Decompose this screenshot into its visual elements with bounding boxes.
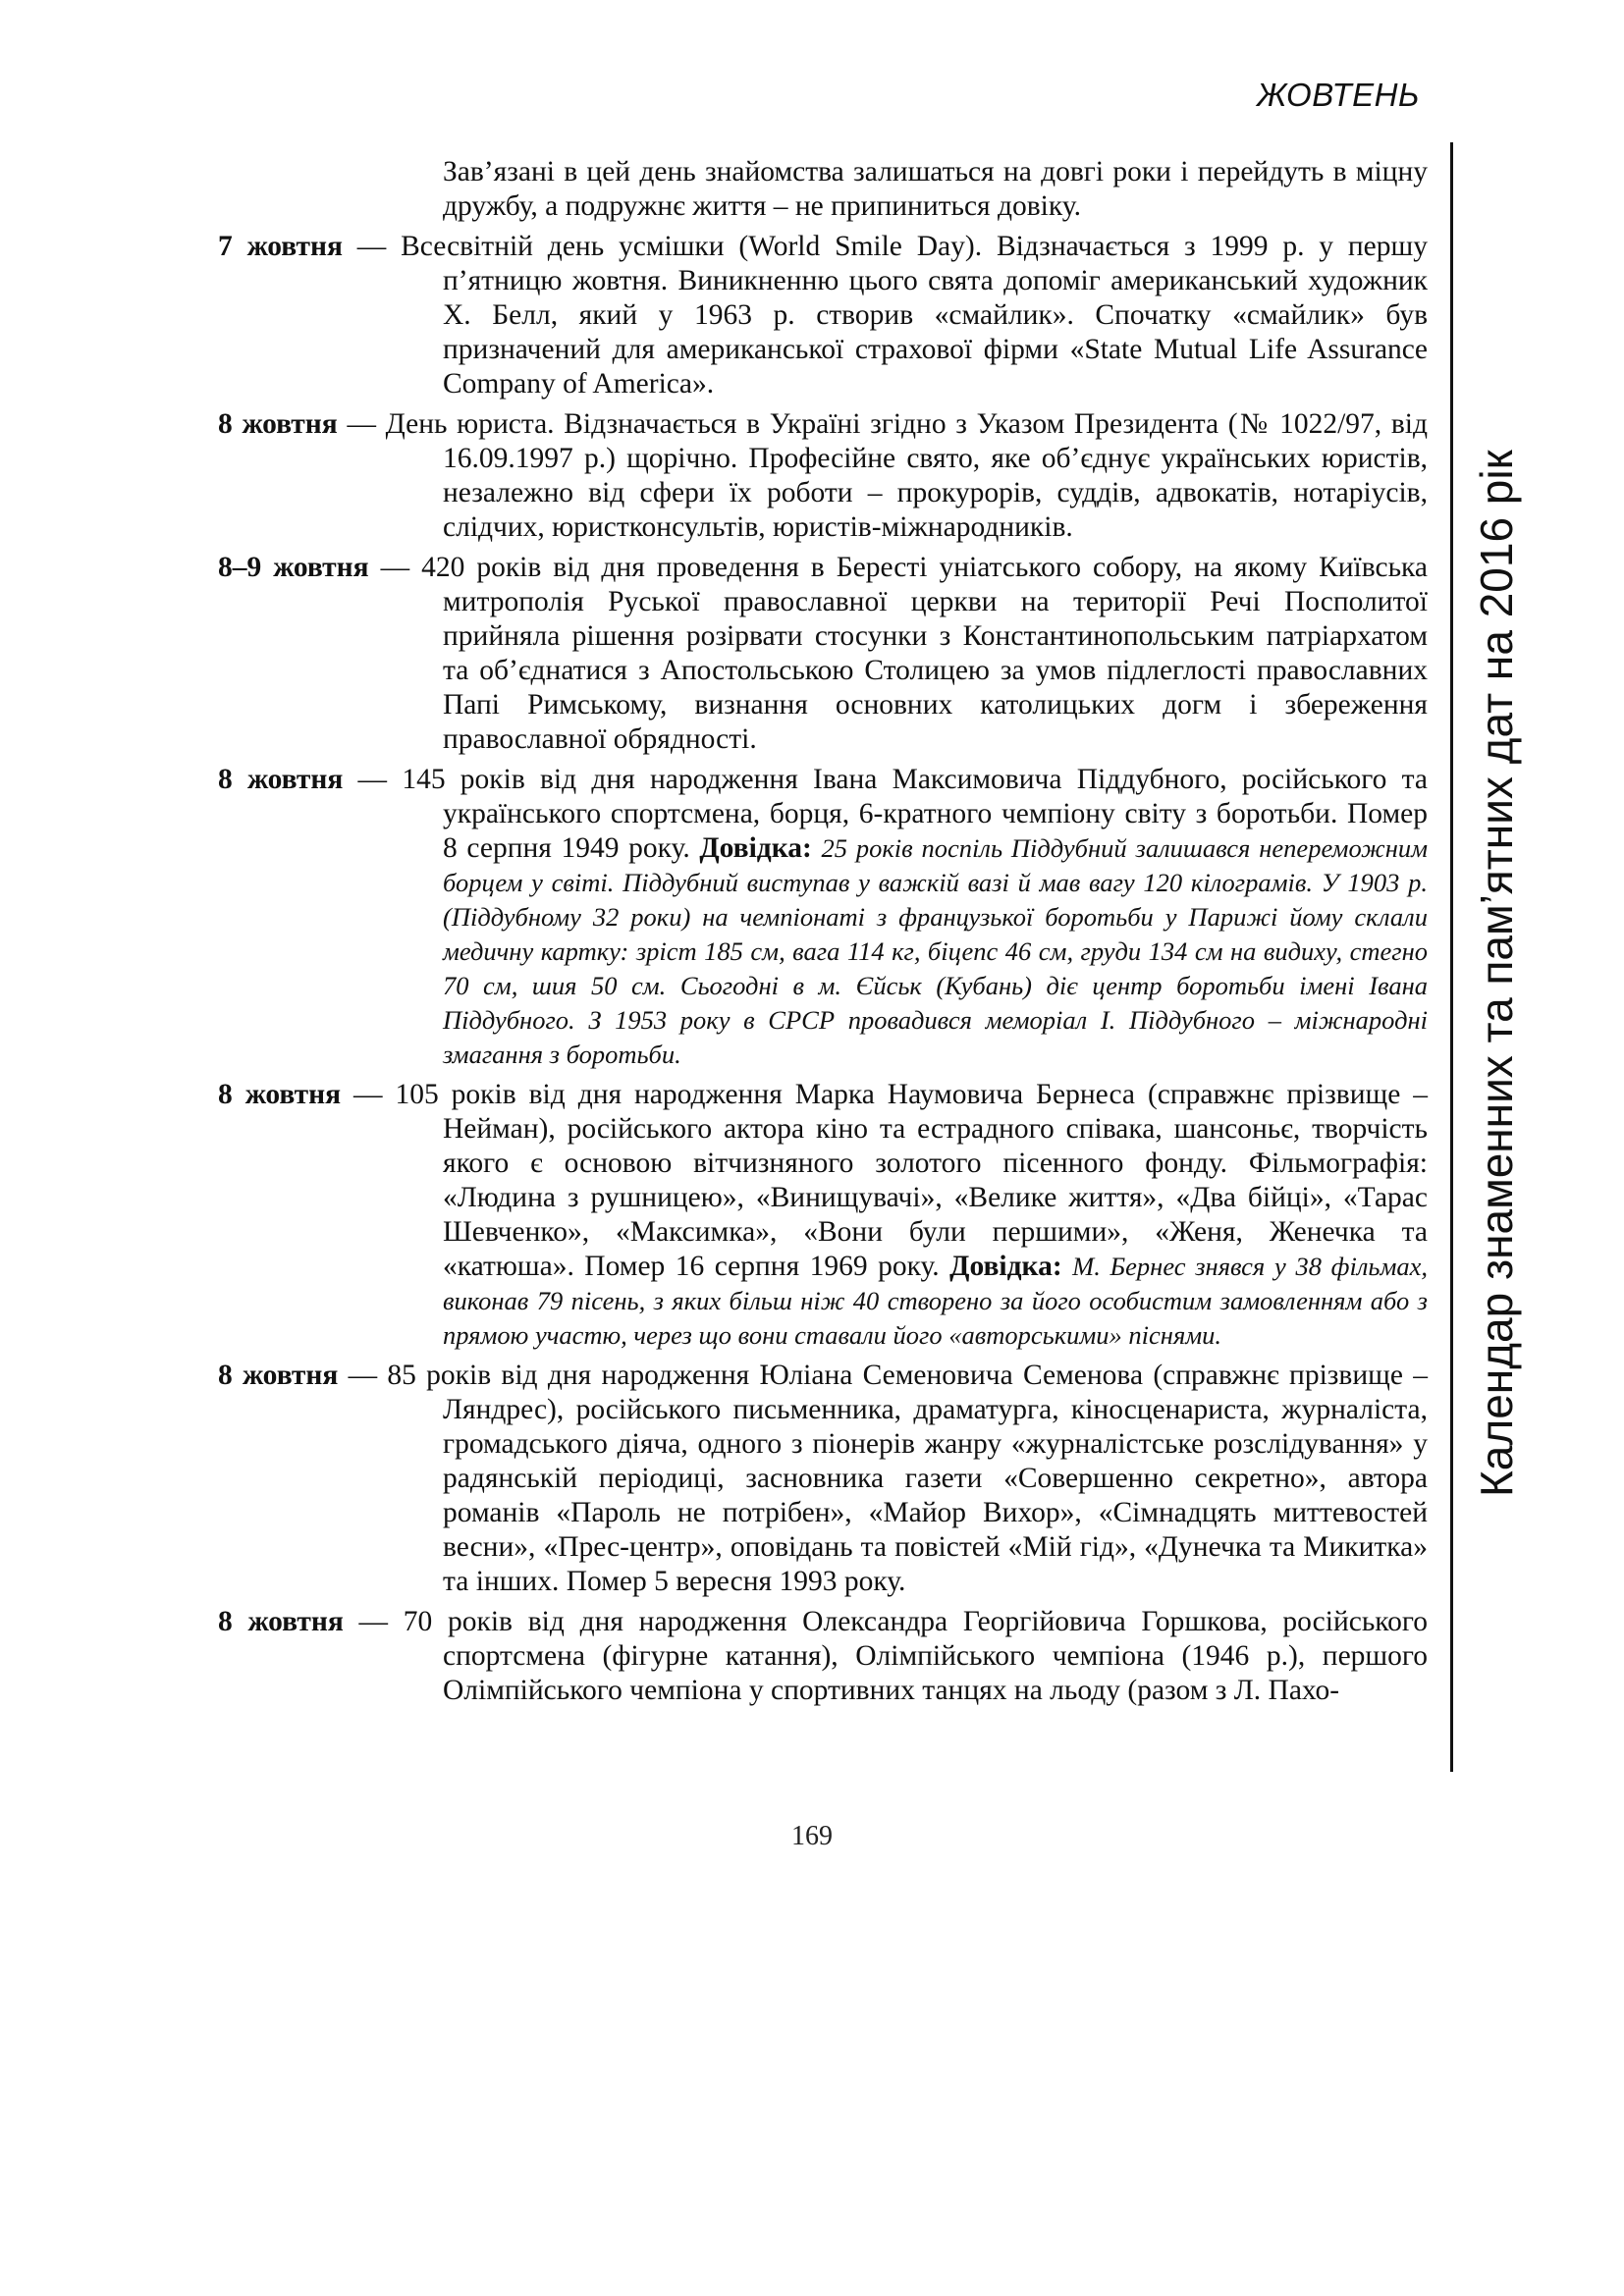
continuation-paragraph: Зав’язані в цей день знайомства залишаться на довгі роки і перейдуть в міцну дружбу, а подружнє життя – не припиниться довіку. [443, 156, 1428, 222]
calendar-entry: 8 жовтня — 70 років від дня народження Олександра Георгійовича Горшкова, російського спортсмена (фігурне катання), Олімпійського чемпіона (1946 р.), першого Олімпійського чемпіона у спортивних танцях на льоду (разом з Л. Пахо- [218, 1606, 1428, 1706]
entry-date: 7 жовтня [218, 231, 343, 262]
entry-date: 8 жовтня [218, 1606, 344, 1637]
calendar-entry: 8 жовтня — День юриста. Відзначається в Україні згідно з Указом Президента (№ 1022/97, від 16.09.1997 р.) щорічно. Професійне свято, яке об’єднує українських юристів, незалежно від сфери їх роботи – прокурорів, суддів, адвокатів, нотаріусів, слідчих, юристконсультів, юристів-міжнародників. [218, 408, 1429, 543]
entry-date: 8 жовтня [218, 1360, 339, 1391]
page-number: 169 [791, 1821, 833, 1851]
side-title: Календар знаменних та пам’ятних дат на 2016 рік [1471, 450, 1522, 1497]
entry-text: Всесвітній день усмішки (World Smile Day). Відзначається з 1999 р. у першу п’ятницю жовтня. Виникненню цього свята допоміг американський художник Х. Белл, який у 1963 р. створив «смайлик». Спочатку «смайлик» був призначений для американської страхової фірми «State Mutual Life Assurance Company of America». [401, 231, 1428, 400]
note-text: М. Бернес знявся у 38 фільмах, виконав 79 пісень, з яких більш ніж 40 створено за його особистим замовленням або з прямою участю, через що вони ставали його «авторськими» піснями. [443, 1252, 1428, 1350]
note-label: Довідка: [949, 1251, 1062, 1282]
entry-text: 85 років від дня народження Юліана Семеновича Семенова (справжнє прізвище – Ляндрес), російського письменника, драматурга, кіносценариста, журналіста, громадського діяча, одного з піонерів жанру «журналістське розслідування» у радянській періодиці, засновника газети «Совершенно секретно», автора романів «Пароль не потрібен», «Майор Вихор», «Сімнадцять миттевостей весни», «Прес-центр», оповідань та повістей «Мій гід», «Дунечка та Микитка» та інших. Помер 5 вересня 1993 року. [387, 1360, 1428, 1597]
calendar-entry: 7 жовтня — Всесвітній день усмішки (World Smile Day). Відзначається з 1999 р. у першу п’ятницю жовтня. Виникненню цього свята допоміг американський художник Х. Белл, який у 1963 р. створив «смайлик». Спочатку «смайлик» був призначений для американської страхової фірми «State Mutual Life Assurance Company of America». [218, 231, 1428, 400]
entry-date: 8–9 жовтня [218, 552, 369, 583]
entry-text: 70 років від дня народження Олександра Георгійовича Горшкова, російського спортсмена (фігурне катання), Олімпійського чемпіона (1946 р.), першого Олімпійського чемпіона у спортивних танцях на льоду (разом з Л. Пахо- [403, 1606, 1428, 1706]
calendar-entry: 8 жовтня — 85 років від дня народження Юліана Семеновича Семенова (справжнє прізвище – Ляндрес), російського письменника, драматурга, кіносценариста, журналіста, громадського діяча, одного з піонерів жанру «журналістське розслідування» у радянській періодиці, засновника газети «Совершенно секретно», автора романів «Пароль не потрібен», «Майор Вихор», «Сімнадцять миттевостей весни», «Прес-центр», оповідань та повістей «Мій гід», «Дунечка та Микитка» та інших. Помер 5 вересня 1993 року. [218, 1360, 1428, 1597]
entry-text: 420 років від дня проведення в Бересті уніатського собору, на якому Київська митрополія Руської православної церкви на території Речі Посполитої прийняла рішення розірвати стосунки з Константинопольським патріархатом та об’єднатися з Апостольською Столицею за умов підлеглості православних Папі Римському, визнання основних католицьких догм і збереження православної обрядності. [421, 552, 1429, 755]
entry-date: 8 жовтня [218, 408, 338, 440]
entry-date: 8 жовтня [218, 1079, 342, 1110]
note-label: Довідка: [699, 832, 812, 864]
page-content [218, 155, 1428, 1714]
side-rule [1450, 142, 1453, 1772]
entry-date: 8 жовтня [218, 764, 344, 795]
entry-text: 105 років від дня народження Марка Наумовича Бернеса (справжнє прізвище – Нейман), російського актора кіно та естрадного співака, шансоньє, творчість якого є основою вітчизняного золотого пісенного фонду. Фільмографія: «Людина з рушницею», «Винищувачі», «Велике життя», «Два бійці», «Тарас Шевченко», «Максимка», «Вони були першими», «Женя, Женечка та «катюша». Помер 16 серпня 1969 року. [395, 1079, 1429, 1282]
note-text: 25 років поспіль Піддубний залишався непереможним борцем у світі. Піддубний виступав у важкій вазі й мав вагу 120 кілограмів. У 1903 р. (Піддубному 32 роки) на чемпіонаті з французької боротьби у Парижі йому склали медичну картку: зріст 185 см, вага 114 кг, біцепс 46 см, груди 134 см на видиху, стегно 70 см, шия 50 см. Сьогодні в м. Єйськ (Кубань) діє центр боротьби імені Івана Піддубного. З 1953 року в СРСР провадився меморіал І. Піддубного – міжнародні змагання з боротьби. [443, 833, 1428, 1069]
calendar-entry: 8–9 жовтня — 420 років від дня проведення в Бересті уніатського собору, на якому Київська митрополія Руської православної церкви на території Речі Посполитої прийняла рішення розірвати стосунки з Константинопольським патріархатом та об’єднатися з Апостольською Столицею за умов підлеглості православних Папі Римському, визнання основних католицьких догм і збереження православної обрядності. [218, 552, 1429, 755]
entry-text: День юриста. Відзначається в Україні згідно з Указом Президента (№ 1022/97, від 16.09.1997 р.) щорічно. Професійне свято, яке об’єднує українських юристів, незалежно від сфери їх роботи – прокурорів, суддів, адвокатів, нотаріусів, слідчих, юристконсультів, юристів-міжнародників. [385, 408, 1429, 543]
calendar-entry: 8 жовтня — 145 років від дня народження Івана Максимовича Піддубного, російського та українського спортсмена, борця, 6-кратного чемпіону світу з боротьби. Помер 8 серпня 1949 року. Довідка: 25 років поспіль Піддубний залишався непереможним борцем у світі. Піддубний виступав у важкій вазі й мав вагу 120 кілограмів. У 1903 р. (Піддубному 32 роки) на чемпіонаті з французької боротьби у Парижі йому склали медичну картку: зріст 185 см, вага 114 кг, біцепс 46 см, груди 134 см на видиху, стегно 70 см, шия 50 см. Сьогодні в м. Єйськ (Кубань) діє центр боротьби імені Івана Піддубного. З 1953 року в СРСР провадився меморіал І. Піддубного – міжнародні змагання з боротьби. [218, 764, 1429, 1069]
entry-text: 145 років від дня народження Івана Максимовича Піддубного, російського та українського спортсмена, борця, 6-кратного чемпіону світу з боротьби. Помер 8 серпня 1949 року. [402, 764, 1429, 864]
calendar-entry: 8 жовтня — 105 років від дня народження Марка Наумовича Бернеса (справжнє прізвище – Нейман), російського актора кіно та естрадного співака, шансоньє, творчість якого є основою вітчизняного золотого пісенного фонду. Фільмографія: «Людина з рушницею», «Винищувачі», «Велике життя», «Два бійці», «Тарас Шевченко», «Максимка», «Вони були першими», «Женя, Женечка та «катюша». Помер 16 серпня 1969 року. Довідка: М. Бернес знявся у 38 фільмах, виконав 79 пісень, з яких більш ніж 40 створено за його особистим замовленням або з прямою участю, через що вони ставали його «авторськими» піснями. [218, 1079, 1429, 1350]
running-header: ЖОВТЕНЬ [1257, 77, 1420, 113]
